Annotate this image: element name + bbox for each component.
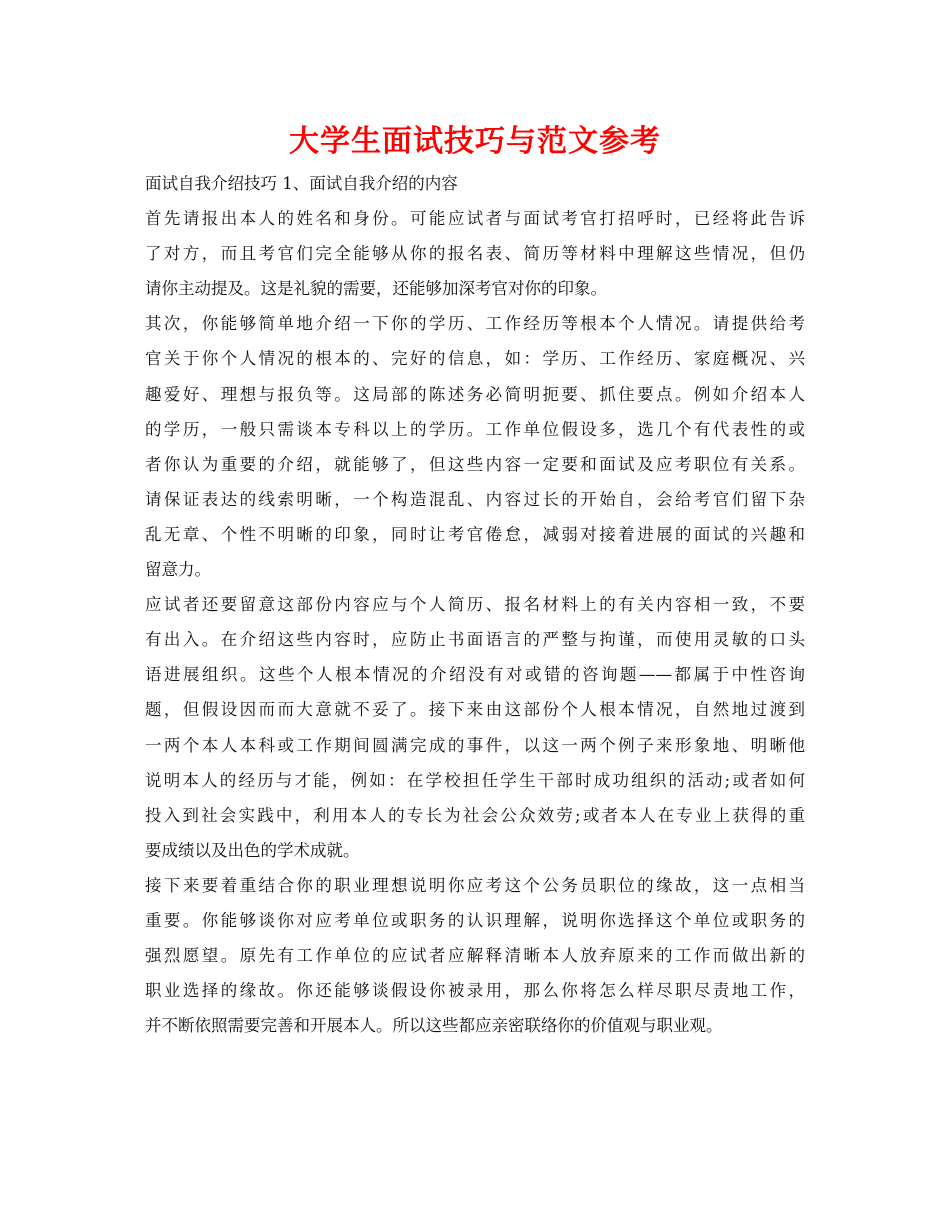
document-title: 大学生面试技巧与范文参考	[289, 124, 661, 159]
text-line: 乱无章、个性不明晰的印象，同时让考官倦怠，减弱对接着进展的面试的兴趣和	[145, 524, 805, 544]
text-line: 要成绩以及出色的学术成就。	[145, 840, 360, 860]
paragraph	[145, 306, 805, 587]
text-line: 其次，你能够简单地介绍一下你的学历、工作经历等根本个人情况。请提供给考	[145, 314, 805, 334]
text-line: 接下来要着重结合你的职业理想说明你应考这个公务员职位的缘故，这一点相当	[145, 875, 805, 895]
text-line: 重要。你能够谈你对应考单位或职务的认识理解，说明你选择这个单位或职务的	[145, 910, 805, 930]
text-line: 首先请报出本人的姓名和身份。可能应试者与面试考官打招呼时，已经将此告诉	[145, 209, 805, 229]
document-body	[145, 166, 805, 1043]
text-line: 有出入。在介绍这些内容时，应防止书面语言的严整与拘谨，而使用灵敏的口头	[145, 630, 805, 650]
text-line: 应试者还要留意这部份内容应与个人简历、报名材料上的有关内容相一致，不要	[145, 595, 805, 615]
text-line: 投入到社会实践中，利用本人的专长为社会公众效劳;或者本人在专业上获得的重	[145, 805, 805, 825]
text-line: 趣爱好、理想与报负等。这局部的陈述务必简明扼要、抓住要点。例如介绍本人	[145, 384, 805, 404]
text-line: 并不断依照需要完善和开展本人。所以这些都应亲密联络你的价值观与职业观。	[145, 1016, 723, 1036]
text-line: 的学历，一般只需谈本专科以上的学历。工作单位假设多，选几个有代表性的或	[145, 419, 805, 439]
text-line: 面试自我介绍技巧 1、面试自我介绍的内容	[145, 174, 458, 193]
text-line: 请保证表达的线索明晰，一个构造混乱、内容过长的开始自，会给考官们留下杂	[145, 489, 805, 509]
text-line: 强烈愿望。原先有工作单位的应试者应解释清晰本人放弃原来的工作而做出新的	[145, 946, 805, 966]
text-line: 了对方，而且考官们完全能够从你的报名表、简历等材料中理解这些情况，但仍	[145, 244, 805, 264]
text-line: 语进展组织。这些个人根本情况的介绍没有对或错的咨询题——都属于中性咨询	[145, 665, 805, 685]
paragraph	[145, 166, 805, 201]
text-line: 说明本人的经历与才能，例如：在学校担任学生干部时成功组织的活动;或者如何	[145, 770, 805, 790]
text-line: 官关于你个人情况的根本的、完好的信息，如：学历、工作经历、家庭概况、兴	[145, 349, 805, 369]
text-line: 请你主动提及。这是礼貌的需要，还能够加深考官对你的印象。	[145, 279, 607, 299]
text-line: 职业选择的缘故。你还能够谈假设你被录用，那么你将怎么样尽职尽责地工作，	[145, 981, 805, 1001]
paragraph	[145, 201, 805, 306]
paragraph	[145, 868, 805, 1043]
text-line: 者你认为重要的介绍，就能够了，但这些内容一定要和面试及应考职位有关系。	[145, 454, 805, 474]
text-line: 题，但假设因而而大意就不妥了。接下来由这部份个人根本情况，自然地过渡到	[145, 700, 805, 720]
text-line: 一两个本人本科或工作期间圆满完成的事件，以这一两个例子来形象地、明晰他	[145, 735, 805, 755]
text-line: 留意力。	[145, 560, 211, 580]
paragraph	[145, 587, 805, 868]
